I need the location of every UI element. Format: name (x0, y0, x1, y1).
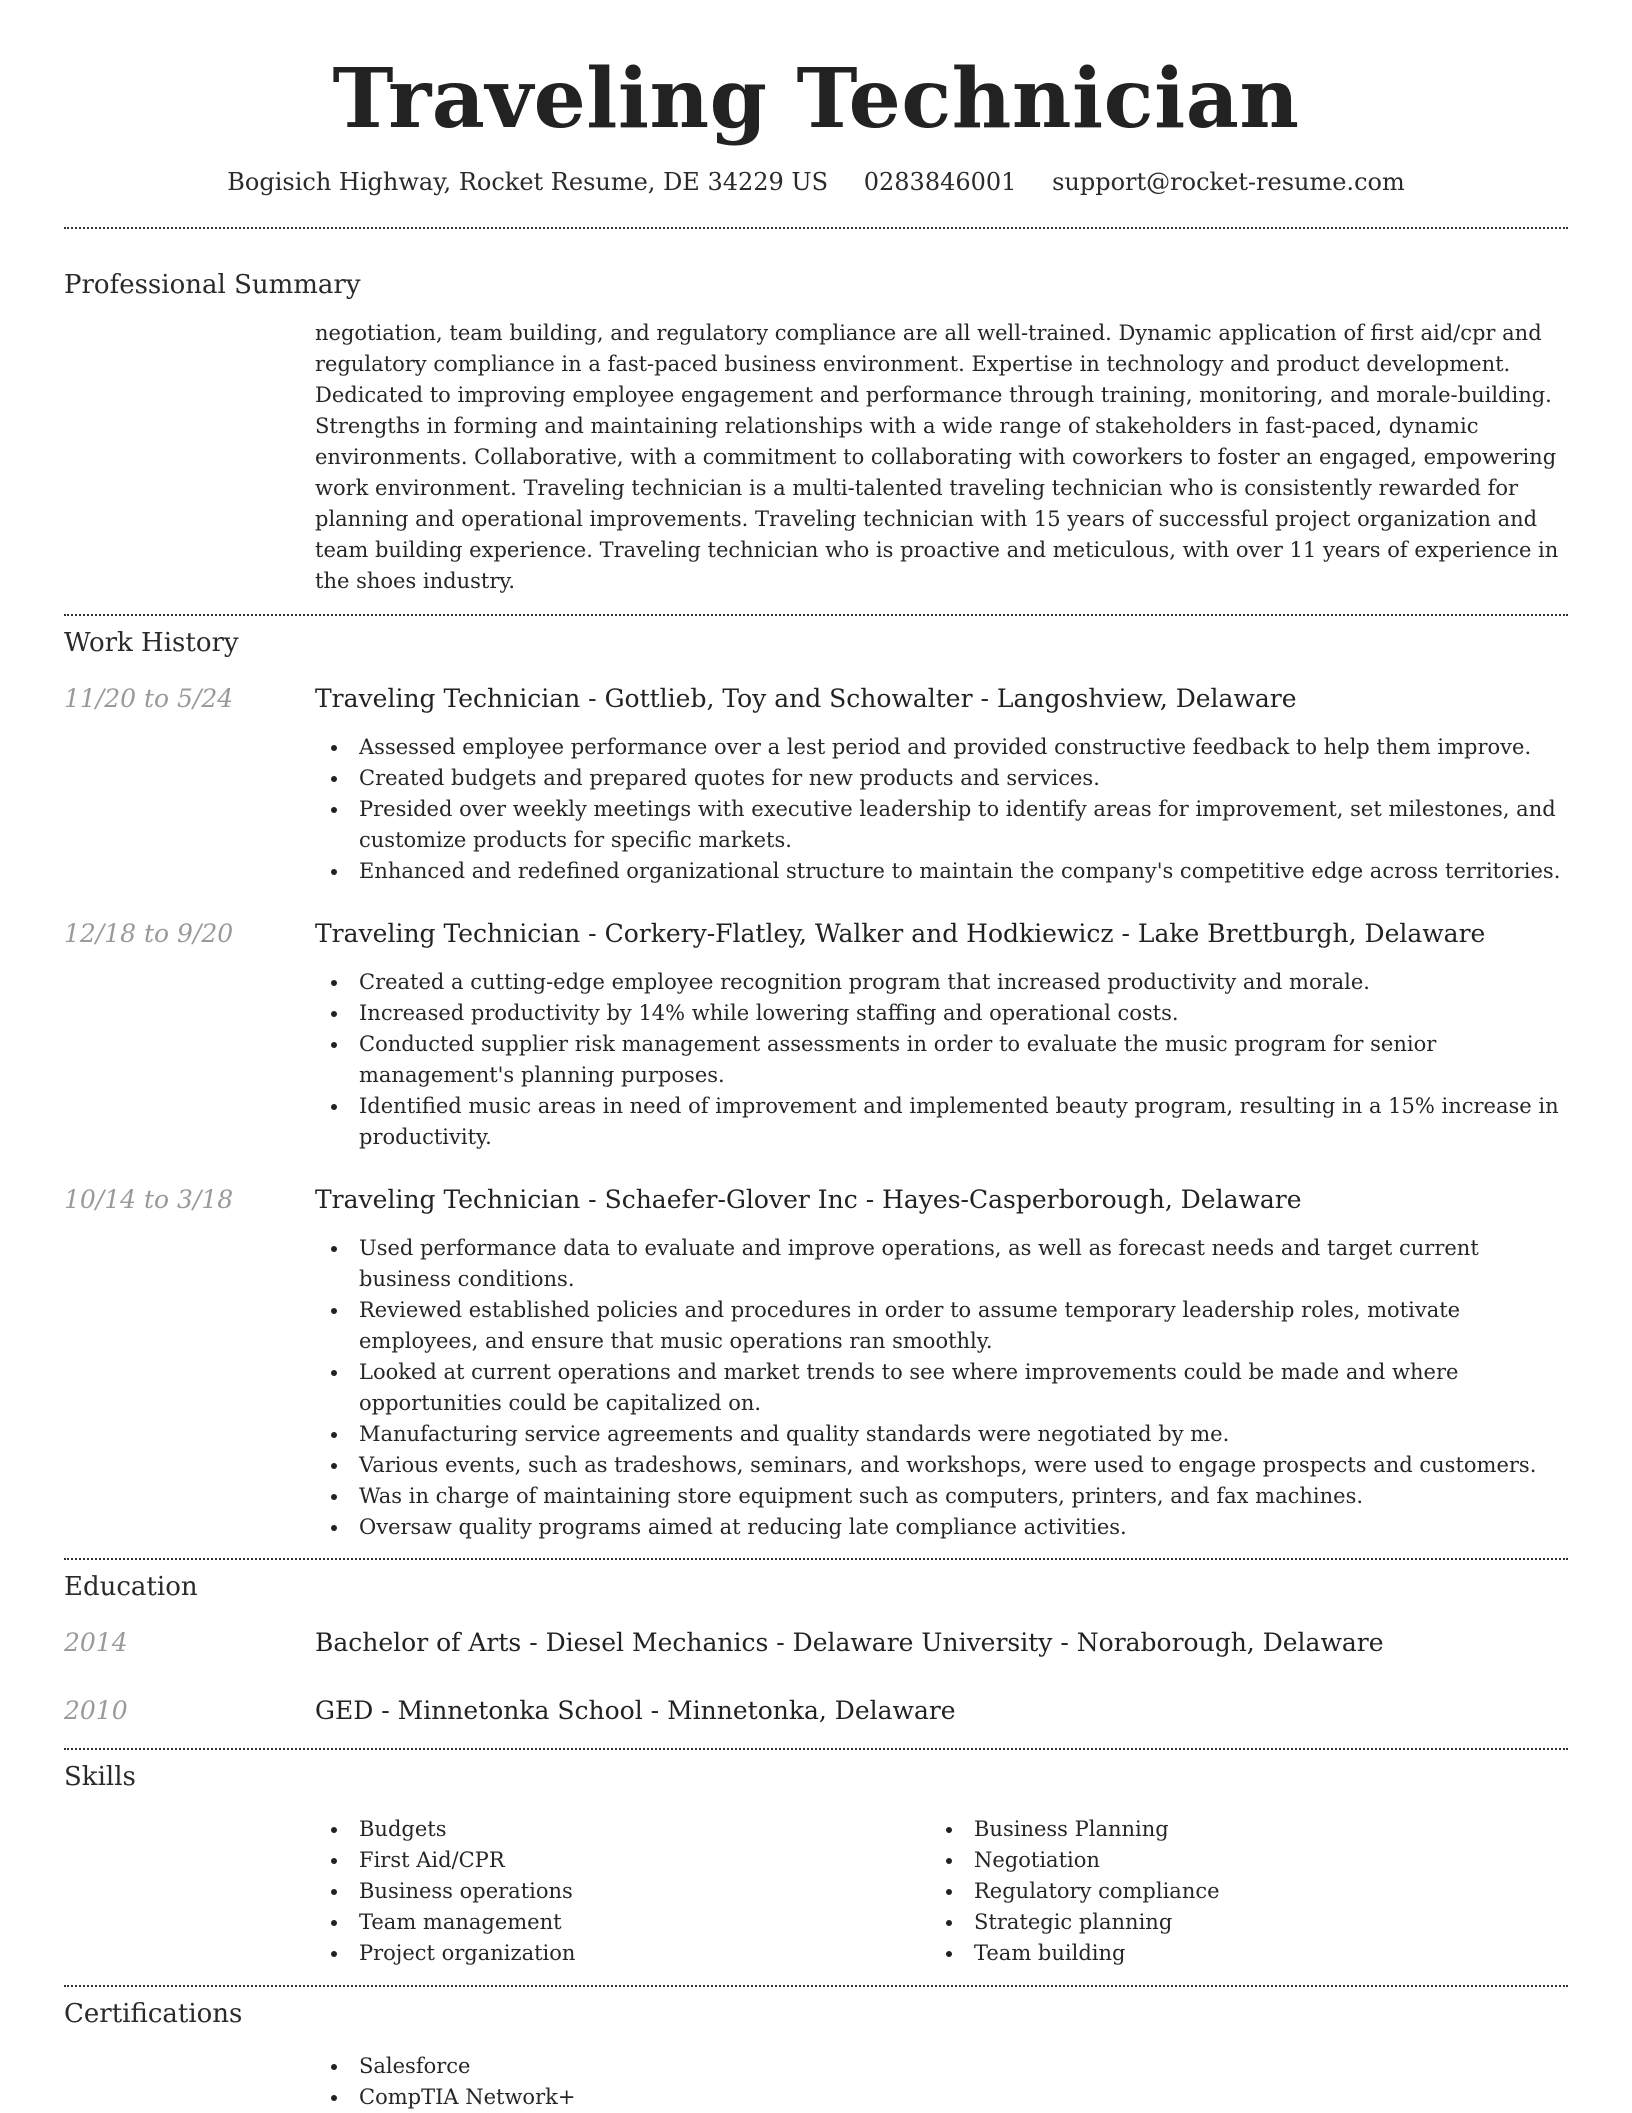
contact-address: Bogisich Highway, Rocket Resume, DE 34229 US (227, 168, 829, 196)
summary-text: negotiation, team building, and regulatory compliance are all well-trained. Dynamic application of first aid/cpr and regulatory compliance in a fast-paced business environment. Expertise in technology and product development. Dedicated to improving employee engagement and performance through training, monitoring, and morale-building. Strengths in forming and maintaining relationships with a wide range of stakeholders in fast-paced, dynamic environments. Collaborative, with a commitment to collaborating with coworkers to foster an engaged, empowering work environment. Traveling technician is a multi-talented traveling technician who is consistently rewarded for planning and operational improvements. Traveling technician with 15 years of successful project organization and team building experience. Traveling technician who is proactive and meticulous, with over 11 years of experience in the shoes industry. (315, 321, 1559, 593)
job-bullet: Identified music areas in need of improvement and implemented beauty program, resulting in a 15% increase in productivity. (315, 1091, 1568, 1153)
skill-item: Regulatory compliance (930, 1876, 1545, 1907)
job-bullet: Created budgets and prepared quotes for new products and services. (315, 763, 1568, 794)
education-title: Bachelor of Arts - Diesel Mechanics - Delaware University - Noraborough, Delaware (315, 1628, 1384, 1657)
job-date: 12/18 to 9/20 (64, 919, 234, 948)
job-bullets (315, 967, 1568, 1153)
job-bullet: Looked at current operations and market trends to see where improvements could be made and where opportunities could be capitalized on. (315, 1357, 1568, 1419)
section-divider (64, 1985, 1568, 1987)
job-bullet: Enhanced and redefined organizational structure to maintain the company's competitive edge across territories. (315, 856, 1568, 887)
skill-item: First Aid/CPR (315, 1845, 930, 1876)
certifications-list (315, 2051, 1568, 2113)
job-title: Traveling Technician - Schaefer-Glover Inc - Hayes-Casperborough, Delaware (315, 1185, 1302, 1214)
contact-line (64, 168, 1568, 198)
job-bullet: Was in charge of maintaining store equipment such as computers, printers, and fax machines. (315, 1481, 1568, 1512)
section-title-education: Education (64, 1572, 198, 1602)
skill-item: Negotiation (930, 1845, 1545, 1876)
job-date: 10/14 to 3/18 (64, 1185, 234, 1214)
job-bullet: Presided over weekly meetings with executive leadership to identify areas for improvement, set milestones, and customize products for specific markets. (315, 794, 1568, 856)
section-title-summary: Professional Summary (64, 270, 361, 300)
skills-list-right (930, 1814, 1545, 1969)
skill-item: Business Planning (930, 1814, 1545, 1845)
section-title-work: Work History (64, 628, 239, 658)
resume-page (64, 0, 1568, 2113)
skills-columns (315, 1814, 1568, 1969)
skill-item: Business operations (315, 1876, 930, 1907)
skill-item: Team management (315, 1907, 930, 1938)
job-bullets (315, 1233, 1568, 1543)
contact-email: support@rocket-resume.com (1052, 168, 1405, 196)
job-bullet: Various events, such as tradeshows, seminars, and workshops, were used to engage prospects and customers. (315, 1450, 1568, 1481)
job-title: Traveling Technician - Gottlieb, Toy and Schowalter - Langoshview, Delaware (315, 684, 1297, 713)
job-entry (64, 1185, 1568, 1215)
job-bullet: Oversaw quality programs aimed at reducing late compliance activities. (315, 1512, 1568, 1543)
certification-item: CompTIA Network+ (315, 2082, 1568, 2113)
skill-item: Team building (930, 1938, 1545, 1969)
skill-item: Project organization (315, 1938, 930, 1969)
education-entry (64, 1628, 1568, 1658)
section-title-certifications: Certifications (64, 1999, 243, 2029)
section-divider (64, 614, 1568, 616)
candidate-name: Traveling Technician (332, 51, 1300, 147)
job-bullets (315, 732, 1568, 887)
job-bullet: Increased productivity by 14% while lowering staffing and operational costs. (315, 998, 1568, 1029)
education-date: 2014 (64, 1628, 128, 1657)
job-bullet: Reviewed established policies and procedures in order to assume temporary leadership roles, motivate employees, and ensure that music operations ran smoothly. (315, 1295, 1568, 1357)
education-entry (64, 1696, 1568, 1726)
job-bullet: Manufacturing service agreements and quality standards were negotiated by me. (315, 1419, 1568, 1450)
job-bullet: Created a cutting-edge employee recognition program that increased productivity and morale. (315, 967, 1568, 998)
section-divider (64, 1748, 1568, 1750)
section-title-skills: Skills (64, 1762, 136, 1792)
section-divider (64, 1558, 1568, 1560)
skill-item: Strategic planning (930, 1907, 1545, 1938)
job-title: Traveling Technician - Corkery-Flatley, Walker and Hodkiewicz - Lake Brettburgh, Delaware (315, 919, 1486, 948)
skills-list-left (315, 1814, 930, 1969)
job-entry (64, 684, 1568, 714)
education-title: GED - Minnetonka School - Minnetonka, Delaware (315, 1696, 956, 1725)
contact-phone: 0283846001 (863, 168, 1017, 196)
job-bullet: Assessed employee performance over a lest period and provided constructive feedback to help them improve. (315, 732, 1568, 763)
section-divider (64, 227, 1568, 229)
certification-item: Salesforce (315, 2051, 1568, 2082)
skill-item: Budgets (315, 1814, 930, 1845)
job-bullet: Used performance data to evaluate and improve operations, as well as forecast needs and target current business conditions. (315, 1233, 1568, 1295)
job-bullet: Conducted supplier risk management assessments in order to evaluate the music program for senior management's planning purposes. (315, 1029, 1568, 1091)
education-date: 2010 (64, 1696, 128, 1725)
job-date: 11/20 to 5/24 (64, 684, 234, 713)
job-entry (64, 919, 1568, 949)
